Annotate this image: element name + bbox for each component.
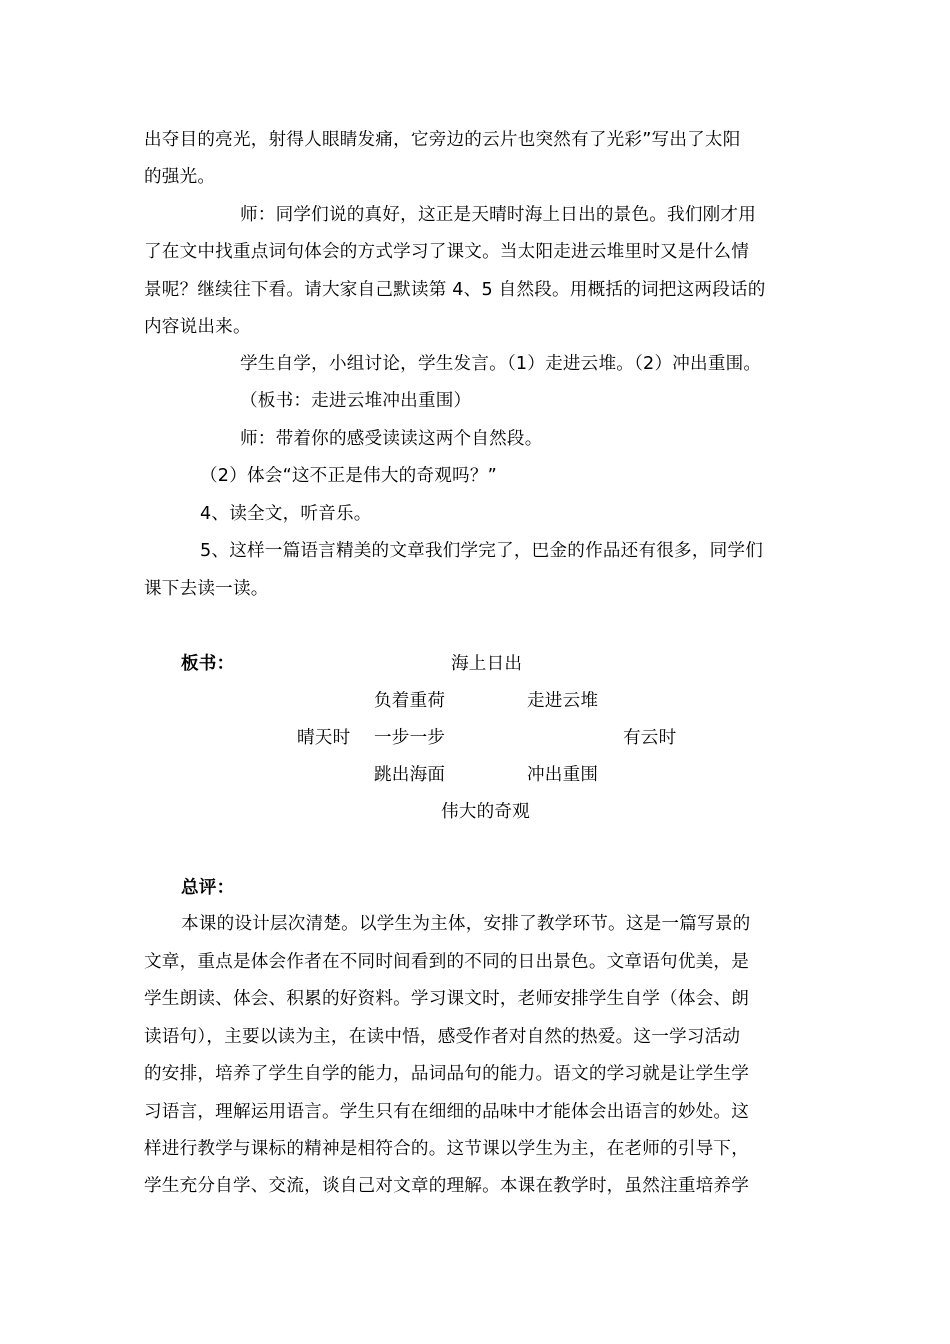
review-line-2: 文章，重点是体会作者在不同时间看到的不同的日出景色。文章语句优美，是 [144,952,749,972]
body-line-3: 师：同学们说的真好，这正是天晴时海上日出的景色。我们刚才用 [240,205,757,225]
body-line-12: 5、这样一篇语言精美的文章我们学完了，巴金的作品还有很多，同学们 [200,541,764,561]
review-line-1: 本课的设计层次清楚。以学生为主体，安排了教学环节。这是一篇写景的 [181,914,751,934]
body-line-10: （2）体会“这不正是伟大的奇观吗？” [200,466,497,486]
body-line-9: 师：带着你的感受读读这两个自然段。 [240,429,543,449]
review-line-4: 读语句），主要以读为主，在读中悟，感受作者对自然的热爱。这一学习活动 [144,1027,741,1047]
body-line-1: 出夺目的亮光，射得人眼睛发痛，它旁边的云片也突然有了光彩”写出了太阳 [144,130,741,150]
review-line-7: 样进行教学与课标的精神是相符合的。这节课以学生为主，在老师的引导下， [144,1139,749,1159]
review-line-3: 学生朗读、体会、积累的好资料。学习课文时，老师安排学生自学（体会、朗 [144,989,749,1009]
blackboard-left-middle: 一步一步 [374,728,446,748]
blackboard-left-bottom: 跳出海面 [374,765,446,785]
review-line-6: 习语言，理解运用语言。学生只有在细细的品味中才能体会出语言的妙处。这 [144,1102,749,1122]
body-line-7: 学生自学，小组讨论，学生发言。（1）走进云堆。（2）冲出重围。 [240,354,762,374]
blackboard-right-bottom: 冲出重围 [527,765,599,785]
body-line-8: （板书：走进云堆冲出重围） [240,391,472,411]
body-line-6: 内容说出来。 [144,317,251,337]
body-line-13: 课下去读一读。 [144,579,269,599]
review-line-5: 的安排，培养了学生自学的能力，品词品句的能力。语文的学习就是让学生学 [144,1064,749,1084]
blackboard-bottom: 伟大的奇观 [441,802,530,822]
body-line-4: 了在文中找重点词句体会的方式学习了课文。当太阳走进云堆里时又是什么情 [144,242,749,262]
body-line-5: 景呢？继续往下看。请大家自己默读第 4、5 自然段。用概括的词把这两段话的 [144,280,766,300]
body-line-2: 的强光。 [144,167,216,187]
blackboard-left-side: 晴天时 [297,728,351,748]
blackboard-title: 海上日出 [451,654,523,674]
review-label: 总评： [181,878,235,898]
blackboard-left-top: 负着重荷 [374,691,446,711]
review-line-8: 学生充分自学、交流，谈自己对文章的理解。本课在教学时，虽然注重培养学 [144,1176,749,1196]
blackboard-label: 板书： [181,654,235,674]
blackboard-right-top: 走进云堆 [527,691,599,711]
blackboard-right-side: 有云时 [623,728,677,748]
body-line-11: 4、读全文，听音乐。 [200,504,372,524]
